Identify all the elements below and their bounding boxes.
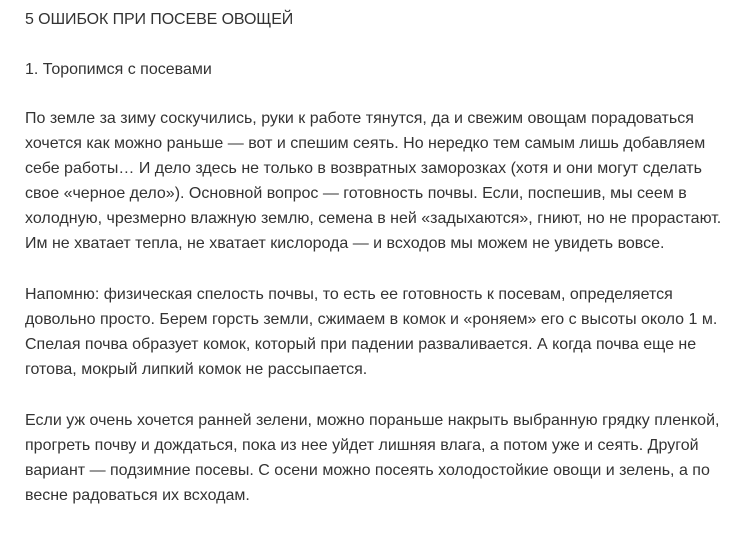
paragraph-2: Напомню: физическая спелость почвы, то есть ее готовность к посевам, определяется довольно просто. Берем горсть земли, сжимаем в комок и «роняем» его с высоты около 1 м. Спелая почва образует комок, который при падении разваливается. А когда почва еще не готова, мокрый липкий комок не рассыпается. (25, 286, 718, 378)
article (25, 8, 725, 508)
paragraph-1: По земле за зиму соскучились, руки к работе тянутся, да и свежим овощам порадоваться хочется как можно раньше — вот и спешим сеять. Но нередко тем самым лишь добавляем себе работы… И дело здесь не только в возвратных заморозках (хотя и они могут сделать свое «черное дело»). Основной вопрос — готовность почвы. Если, поспешив, мы сеем в холодную, чрезмерно влажную землю, семена в ней «задыхаются», гниют, но не прорастают. Им не хватает тепла, не хватает кислорода — и всходов мы можем не увидеть вовсе. (25, 110, 722, 252)
article-title: 5 ОШИБОК ПРИ ПОСЕВЕ ОВОЩЕЙ (25, 11, 294, 28)
paragraph-3: Если уж очень хочется ранней зелени, можно пораньше накрыть выбранную грядку пленкой, прогреть почву и дождаться, пока из нее уйдет лишняя влага, а потом уже и сеять. Другой вариант — подзимние посевы. С осени можно посеять холодостойкие овощи и зелень, а по весне радоваться их всходам. (25, 412, 720, 504)
section-heading: 1. Торопимся с посевами (25, 61, 212, 78)
